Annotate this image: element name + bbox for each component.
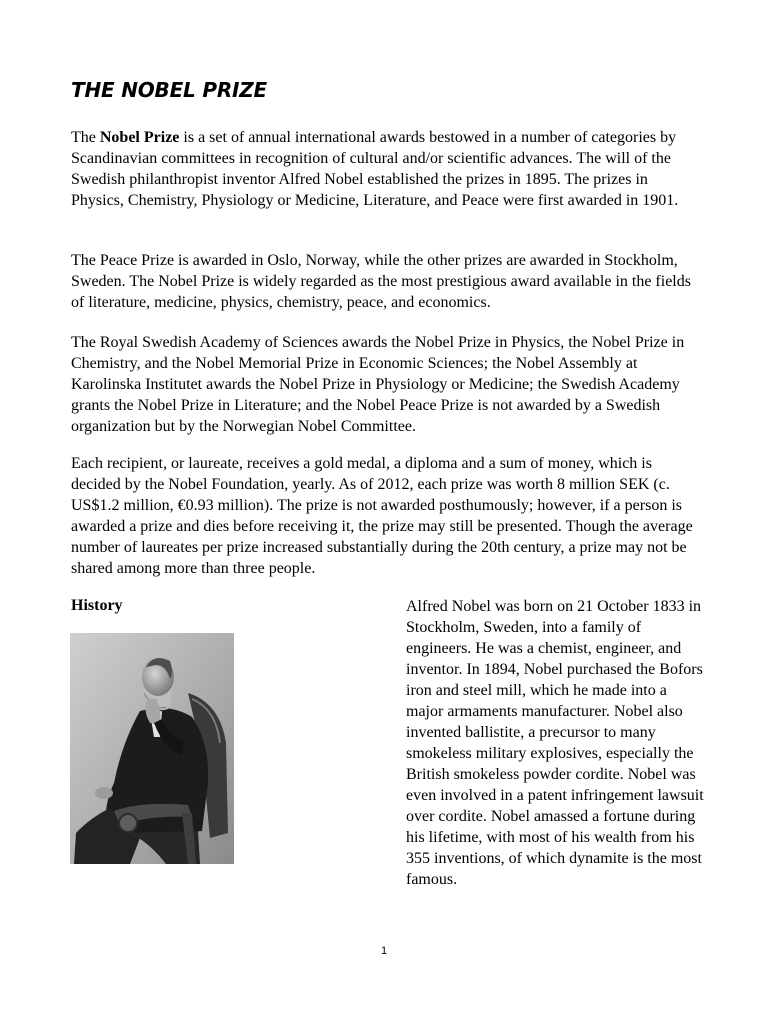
intro-paragraph <box>71 127 701 211</box>
paragraph-awarding-bodies: The Royal Swedish Academy of Sciences awards the Nobel Prize in Physics, the Nobel Prize in Chemistry, and the Nobel Memorial Prize in Economic Sciences; the Nobel Assembly at Karolinska Institutet awards the Nobel Prize in Physiology or Medicine; the Swedish Academy grants the Nobel Prize in Literature; and the Nobel Peace Prize is not awarded by a Swedish organization but by the Norwegian Nobel Committee. <box>71 334 685 435</box>
paragraph-prize-details: Each recipient, or laureate, receives a gold medal, a diploma and a sum of money, which is decided by the Nobel Foundation, yearly. As of 2012, each prize was worth 8 million SEK (c. US$1.2 million, €0.93 million). The prize is not awarded posthumously; however, if a person is awarded a prize and dies before receiving it, the prize may still be presented. Though the average number of laureates per prize increased substantially during the 20th century, a prize may not be shared among more than three people. <box>71 455 693 577</box>
page-number: 1 <box>380 945 388 957</box>
intro-bold-term: Nobel Prize <box>99 129 180 146</box>
paragraph-award-locations: The Peace Prize is awarded in Oslo, Norway, while the other prizes are awarded in Stockholm, Sweden. The Nobel Prize is widely regarded as the most prestigious award available in the fields of literature, medicine, physics, chemistry, peace, and economics. <box>71 252 691 311</box>
intro-rest: is a set of annual international awards bestowed in a number of categories by Scandinavian committees in recognition of cultural and/or scientific advances. The will of the Swedish philanthropist inventor Alfred Nobel established the prizes in 1895. The prizes in Physics, Chemistry, Physiology or Medicine, Literature, and Peace were first awarded in 1901. <box>71 129 679 209</box>
history-heading: History <box>71 597 123 614</box>
page-title: THE NOBEL PRIZE <box>71 78 268 102</box>
history-paragraph: Alfred Nobel was born on 21 October 1833 in Stockholm, Sweden, into a family of engineers. He was a chemist, engineer, and inventor. In 1894, Nobel purchased the Bofors iron and steel mill, which he made into a major armaments manufacturer. Nobel also invented ballistite, a precursor to many smokeless military explosives, especially the British smokeless powder cordite. Nobel was even involved in a patent infringement lawsuit over cordite. Nobel amassed a fortune during his lifetime, with most of his wealth from his 355 inventions, of which dynamite is the most famous. <box>406 598 704 888</box>
intro-prefix: The <box>71 129 100 146</box>
alfred-nobel-portrait <box>70 633 234 864</box>
